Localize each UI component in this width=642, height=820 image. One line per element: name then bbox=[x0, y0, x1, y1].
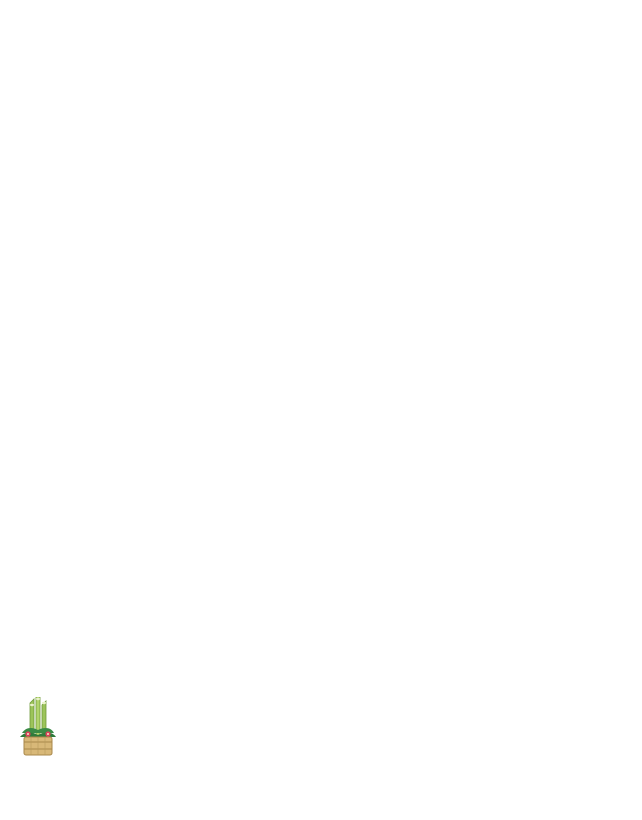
kadomatsu-icon bbox=[18, 697, 58, 757]
signature-block bbox=[576, 602, 590, 627]
representative-line bbox=[576, 603, 590, 627]
